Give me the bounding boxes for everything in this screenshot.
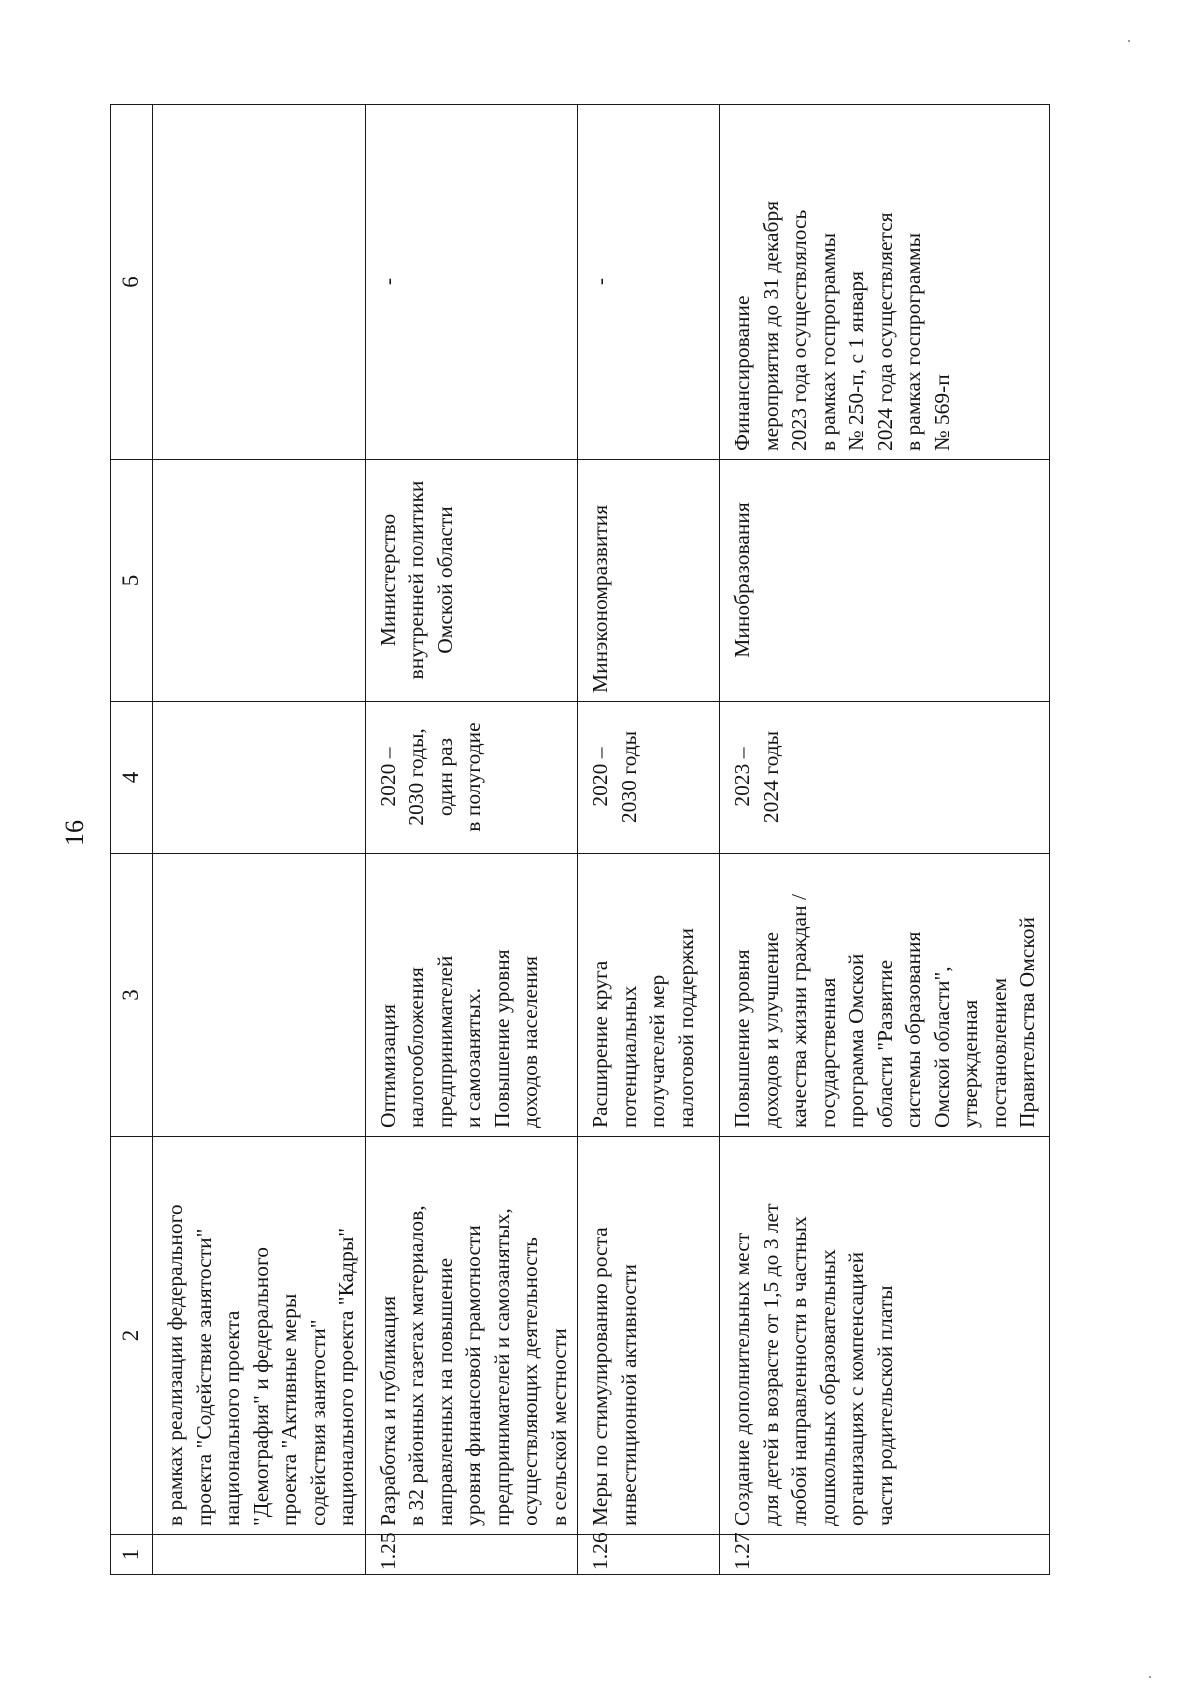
header-cell-1: 1: [111, 1535, 153, 1575]
measure-cell: Меры по стимулированию роста инвестиционной активности: [578, 1137, 720, 1535]
period-cell: 2023 – 2024 годы: [720, 702, 1050, 854]
header-cell-4: 4: [111, 702, 153, 854]
result-cell: Оптимизация налогообложения предпринимателей и самозанятых. Повышение уровня доходов населения: [365, 854, 578, 1137]
result-cell: Повышение уровня доходов и улучшение качества жизни граждан / государственная программа Омской области "Развитие системы образования Омской области", утвержденная постановлением Правительства Омской: [720, 854, 1050, 1137]
row-number: [153, 1535, 366, 1575]
measure-cell: в рамках реализации федерального проекта "Содействие занятости" национального проекта "Демография" и федерального проекта "Активные меры содействия занятости" национального проекта "Кадры": [153, 1137, 366, 1535]
note-cell: Финансирование мероприятия до 31 декабря 2023 года осуществлялось в рамках госпрограммы № 250-п, с 1 января 2024 года осуществляется в рамках госпрограммы № 569-п: [720, 105, 1050, 460]
table-row: [153, 105, 366, 1575]
note-cell: -: [365, 105, 578, 460]
header-cell-5: 5: [111, 460, 153, 702]
row-number: 1.26: [578, 1535, 720, 1575]
scan-dot: [1128, 40, 1130, 42]
scan-dot: [1149, 1676, 1151, 1678]
result-cell: [153, 854, 366, 1137]
executor-cell: Министерство внутренней политики Омской области: [365, 460, 578, 702]
executor-cell: [153, 460, 366, 702]
measure-cell: Создание дополнительных мест для детей в возрасте от 1,5 до 3 лет любой направленности в частных дошкольных образовательных организациях с компенсацией части родительской платы: [720, 1137, 1050, 1535]
table-row: [578, 105, 720, 1575]
table-row: [365, 105, 578, 1575]
result-cell: Расширение круга потенциальных получателей мер налоговой поддержки: [578, 854, 720, 1137]
note-cell: [153, 105, 366, 460]
period-cell: 2020 – 2030 годы, один раз в полугодие: [365, 702, 578, 854]
executor-cell: Минэкономразвития: [578, 460, 720, 702]
measures-table: [110, 104, 1050, 1575]
row-number: 1.27: [720, 1535, 1050, 1575]
period-cell: [153, 702, 366, 854]
measure-cell: Разработка и публикация в 32 районных газетах материалов, направленных на повышение уровня финансовой грамотности предпринимателей и самозанятых, осуществляющих деятельность в сельской местности: [365, 1137, 578, 1535]
header-cell-3: 3: [111, 854, 153, 1137]
header-cell-2: 2: [111, 1137, 153, 1535]
row-number: 1.25: [365, 1535, 578, 1575]
table-row: [720, 105, 1050, 1575]
header-cell-6: 6: [111, 105, 153, 460]
page-number: 16: [60, 820, 89, 846]
header-row: [111, 105, 153, 1575]
note-cell: -: [578, 105, 720, 460]
executor-cell: Минобразования: [720, 460, 1050, 702]
table-container: [110, 105, 1050, 1575]
period-cell: 2020 – 2030 годы: [578, 702, 720, 854]
